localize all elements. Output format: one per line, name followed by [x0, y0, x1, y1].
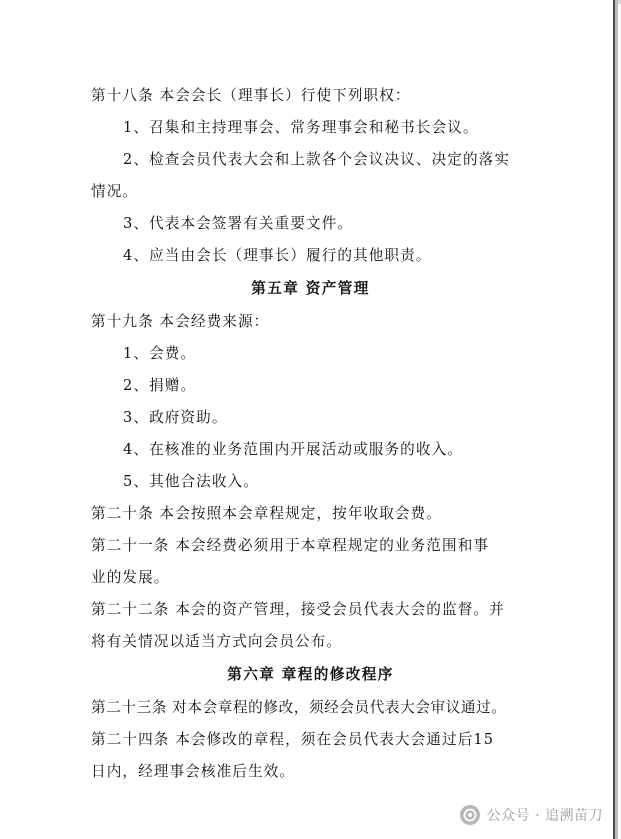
article-23: 第二十三条 对本会章程的修改，须经会员代表大会审议通过。 — [91, 699, 507, 716]
article-18-item-2: 2、检查会员代表大会和上款各个会议决议、决定的落实 — [123, 151, 511, 168]
article-18-title: 第十八条 本会会长（理事长）行使下列职权： — [91, 87, 411, 104]
article-24-cont: 日内，经理事会核准后生效。 — [91, 763, 296, 780]
article-18-item-1: 1、召集和主持理事会、常务理事会和秘书长会议。 — [123, 119, 479, 136]
wechat-official-account-icon — [459, 804, 481, 826]
article-19-title: 第十九条 本会经费来源： — [91, 313, 270, 330]
article-18-item-3: 3、代表本会签署有关重要文件。 — [123, 215, 354, 232]
article-24: 第二十四条 本会修改的章程，须在会员代表大会通过后15 — [91, 731, 495, 748]
chapter-6-heading: 第六章 章程的修改程序 — [227, 666, 394, 683]
article-22-cont: 将有关情况以适当方式向会员公布。 — [91, 633, 343, 650]
wechat-watermark — [459, 804, 603, 826]
article-18-item-4: 4、应当由会长（理事长）履行的其他职责。 — [123, 247, 432, 264]
chapter-5-heading: 第五章 资产管理 — [251, 280, 370, 297]
article-19-item-2: 2、捐赠。 — [123, 377, 197, 394]
article-22: 第二十二条 本会的资产管理，接受会员代表大会的监督。并 — [91, 601, 505, 618]
article-21: 第二十一条 本会经费必须用于本章程规定的业务范围和事 — [91, 537, 490, 554]
article-19-item-4: 4、在核准的业务范围内开展活动或服务的收入。 — [123, 441, 463, 458]
watermark-text: 公众号 · 追溯苗刀 — [486, 808, 603, 824]
article-19-item-3: 3、政府资助。 — [123, 409, 228, 426]
article-21-cont: 业的发展。 — [91, 569, 170, 586]
article-19-item-5: 5、其他合法收入。 — [123, 473, 259, 490]
article-19-item-1: 1、会费。 — [123, 345, 197, 362]
article-20: 第二十条 本会按照本会章程规定，按年收取会费。 — [91, 505, 443, 522]
article-18-item-2-cont: 情况。 — [91, 183, 139, 200]
